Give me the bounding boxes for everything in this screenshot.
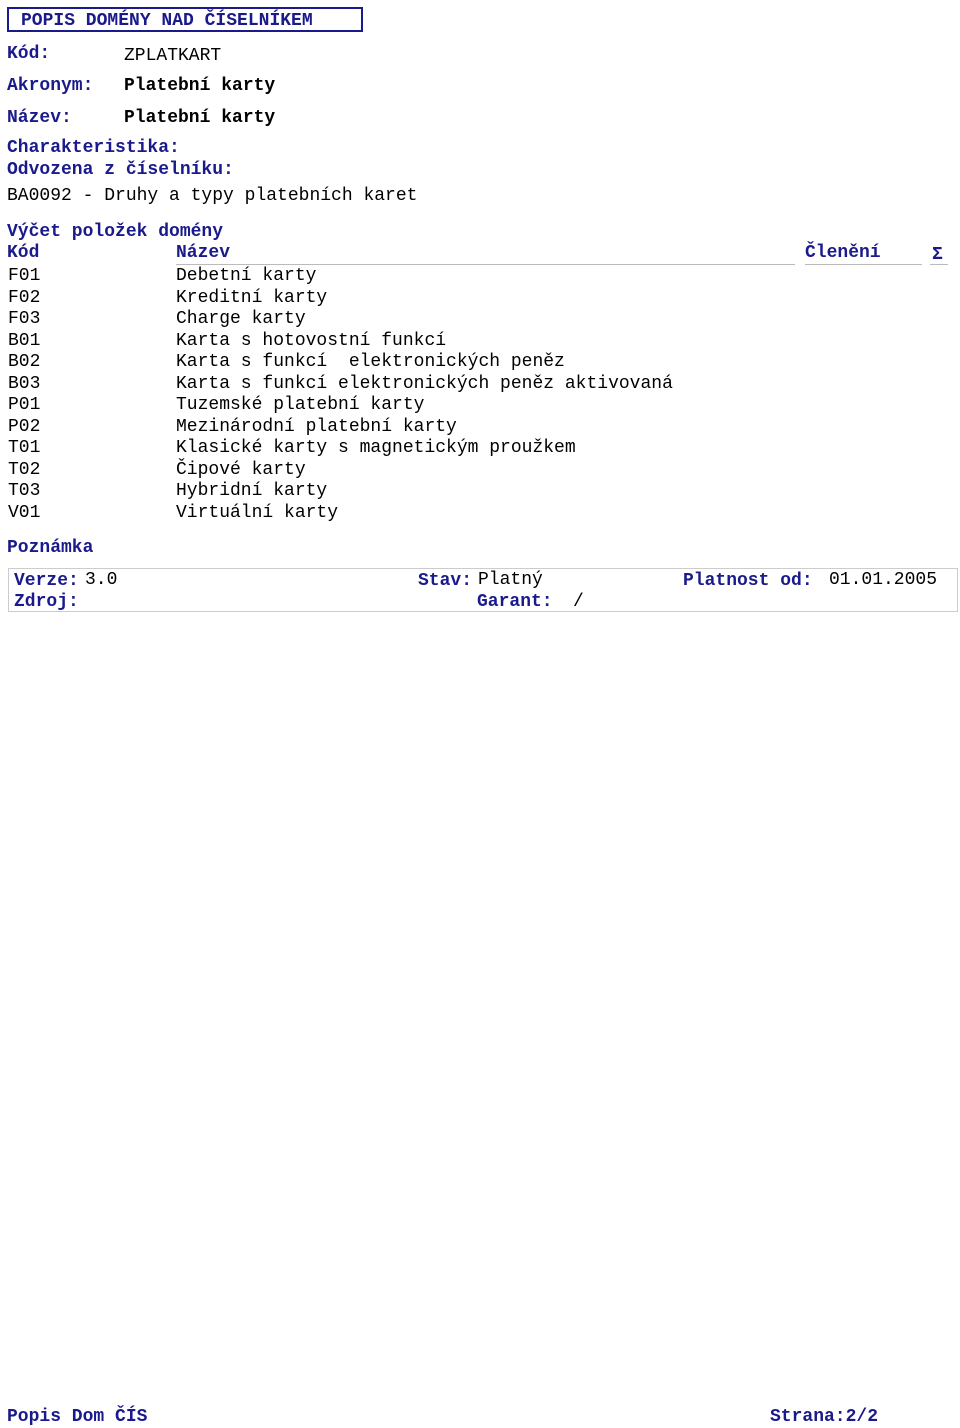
- item-name: Mezinárodní platební karty: [176, 416, 457, 437]
- version-info-box: [8, 568, 958, 612]
- page-footer-left: Popis Dom ČÍS: [7, 1407, 148, 1427]
- column-underline-cleneni: [805, 264, 922, 265]
- item-name: Charge karty: [176, 309, 306, 329]
- item-name: Hybridní karty: [176, 481, 328, 501]
- item-name: Debetní karty: [176, 266, 317, 286]
- table-row: [8, 266, 948, 288]
- item-code: B01: [8, 330, 41, 351]
- item-code: B03: [8, 373, 41, 394]
- stav-value: Platný: [478, 570, 543, 590]
- verze-label: Verze:: [14, 571, 79, 591]
- table-row: [8, 288, 948, 310]
- item-code: P02: [8, 416, 41, 437]
- table-row: [8, 374, 948, 396]
- item-code: T01: [8, 438, 41, 458]
- akronym-label: Akronym:: [7, 76, 94, 96]
- nazev-label: Název:: [7, 108, 72, 128]
- item-code: F03: [8, 309, 41, 329]
- verze-value: 3.0: [85, 570, 118, 590]
- items-section-title: Výčet položek domény: [7, 222, 224, 242]
- document-title-box: [7, 7, 363, 32]
- stav-label: Stav:: [418, 571, 473, 591]
- item-code: F02: [8, 287, 41, 308]
- item-code: V01: [8, 502, 41, 523]
- garant-label: Garant:: [477, 592, 553, 612]
- item-name: Karta s hotovostní funkcí: [176, 330, 447, 351]
- item-code: F01: [8, 266, 41, 286]
- kod-label: Kód:: [7, 44, 51, 64]
- nazev-value: Platební karty: [124, 108, 276, 128]
- item-name: Klasické karty s magnetickým proužkem: [176, 438, 576, 458]
- column-header-sum: Σ: [932, 245, 943, 265]
- item-name: Virtuální karty: [176, 502, 339, 523]
- charakteristika-label: Charakteristika:: [7, 138, 180, 158]
- item-code: B02: [8, 352, 41, 372]
- item-code: P01: [8, 395, 41, 415]
- table-row: [8, 438, 948, 460]
- platnost-value: 01.01.2005: [829, 570, 938, 590]
- platnost-label: Platnost od:: [683, 571, 813, 591]
- table-row: [8, 417, 948, 439]
- table-row: [8, 460, 948, 482]
- item-name: Karta s funkcí elektronických peněz aktivovaná: [176, 373, 673, 394]
- table-row: [8, 309, 948, 331]
- column-underline-nazev: [176, 264, 795, 265]
- column-header-nazev: Název: [176, 243, 231, 263]
- table-row: [8, 481, 948, 503]
- table-row: [8, 395, 948, 417]
- item-name: Karta s funkcí elektronických peněz: [176, 352, 565, 372]
- zdroj-label: Zdroj:: [14, 592, 79, 612]
- items-table: [8, 266, 948, 524]
- odvozena-value: BA0092 - Druhy a typy platebních karet: [7, 186, 418, 206]
- table-row: [8, 352, 948, 374]
- akronym-value: Platební karty: [124, 76, 276, 96]
- column-underline-sum: [930, 264, 948, 265]
- item-code: T02: [8, 459, 41, 480]
- poznamka-label: Poznámka: [7, 538, 94, 558]
- column-header-cleneni: Členění: [805, 243, 881, 263]
- kod-value: ZPLATKART: [124, 46, 222, 66]
- item-name: Čipové karty: [176, 459, 306, 480]
- table-row: [8, 503, 948, 525]
- item-name: Tuzemské platební karty: [176, 395, 425, 415]
- odvozena-label: Odvozena z číselníku:: [7, 160, 234, 180]
- item-code: T03: [8, 481, 41, 501]
- table-row: [8, 331, 948, 353]
- page-footer-page-number: Strana:2/2: [770, 1407, 879, 1427]
- item-name: Kreditní karty: [176, 287, 328, 308]
- document-title: POPIS DOMÉNY NAD ČÍSELNÍKEM: [21, 11, 313, 31]
- garant-value: /: [573, 592, 584, 612]
- column-header-kod: Kód: [7, 243, 40, 263]
